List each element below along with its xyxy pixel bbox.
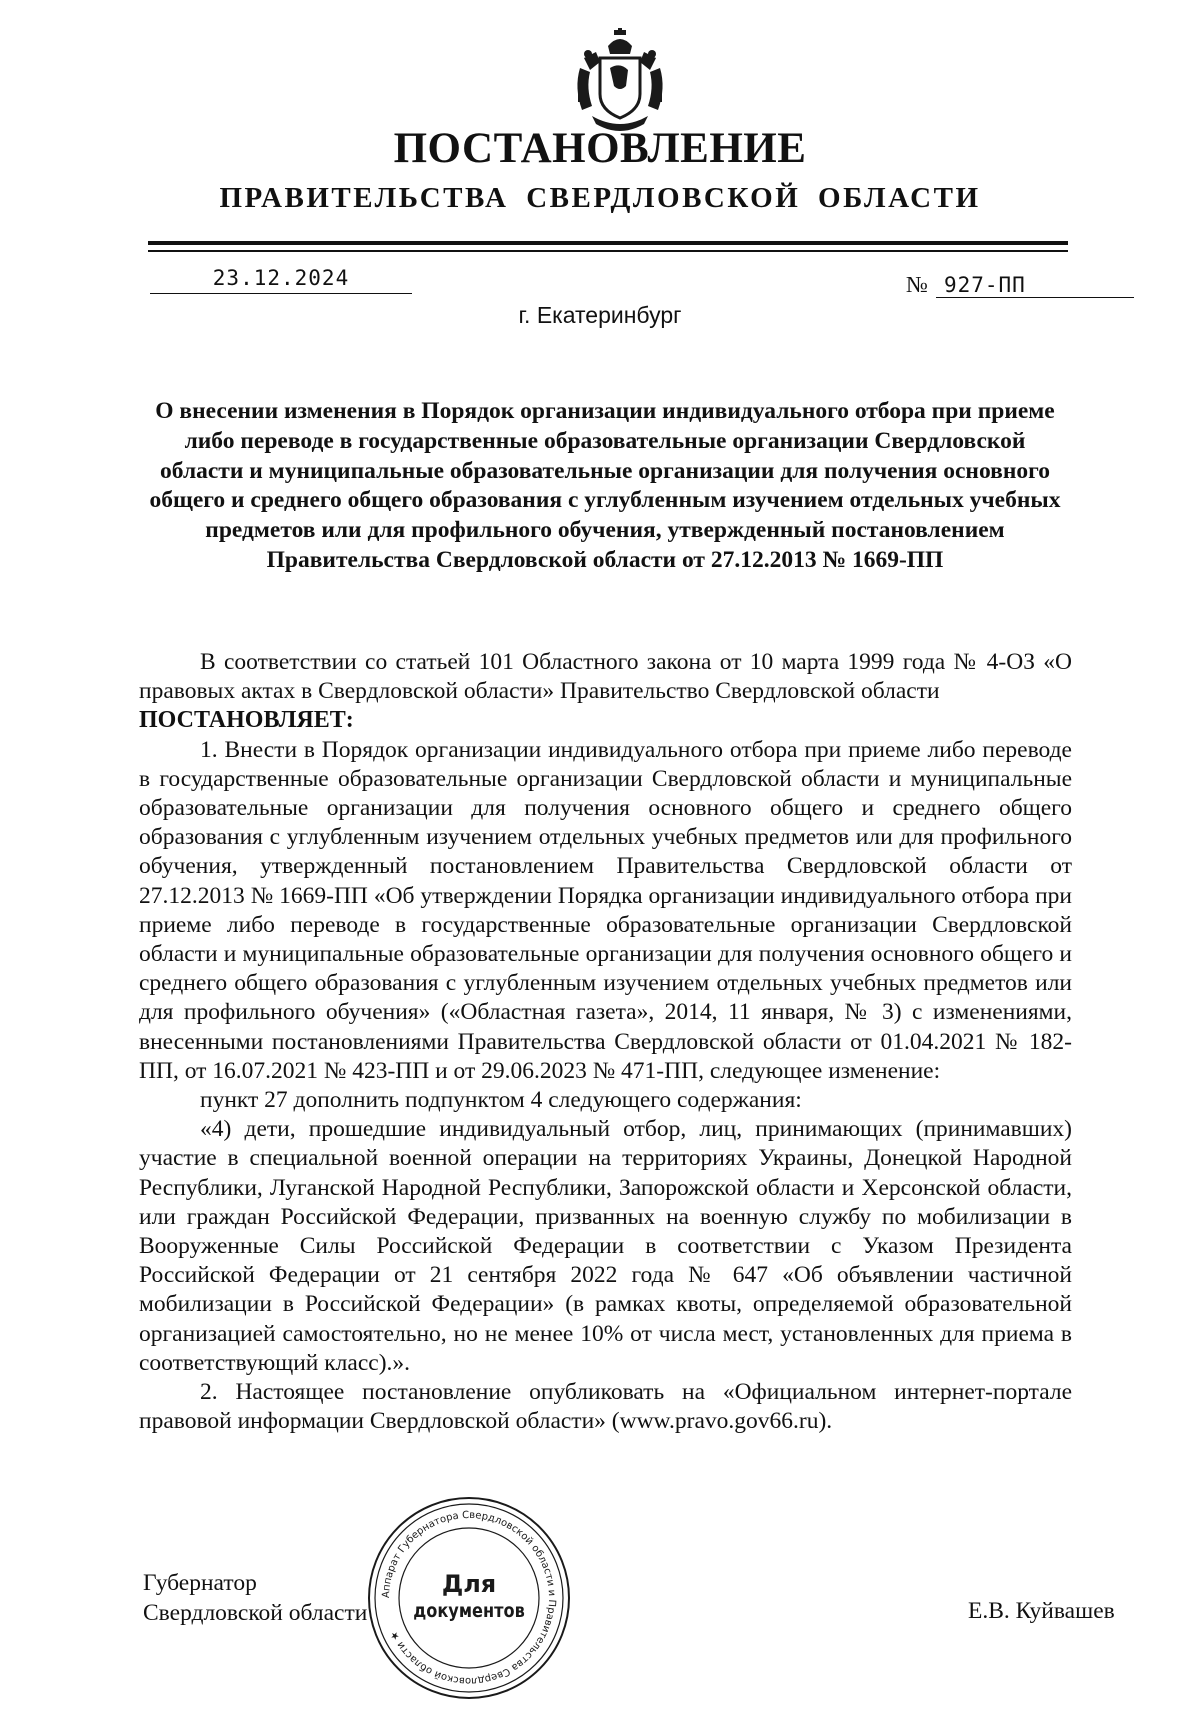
document-body	[139, 648, 1072, 1436]
stamp-text-line1: Для	[441, 1570, 497, 1598]
official-stamp	[366, 1494, 572, 1702]
header-divider-thick	[148, 241, 1068, 245]
paragraph-preamble: В соответствии со статьей 101 Областного закона от 10 марта 1999 года № 4-ОЗ «О правовых актах в Свердловской области» Правительство Свердловской области	[139, 649, 1072, 705]
decree-word: ПОСТАНОВЛЯЕТ:	[139, 707, 354, 734]
paragraph-item-2: 2. Настоящее постановление опубликовать на «Официальном интернет-портале правовой информации Свердловской области» (www.pravo.gov66.ru).	[139, 1379, 1072, 1435]
paragraph-amendment-text: «4) дети, прошедшие индивидуальный отбор, лиц, принимающих (принимавших) участие в специальной военной операции на территориях Украины, Донецкой Народной Республики, Луганской Народной Республики, Запорожской области и Херсонской области, или граждан Российской Федерации, призванных на военную службу по мобилизации в Вооруженные Силы Российской Федерации в соответствии с Указом Президента Российской Федерации от 21 сентября 2022 года № 647 «Об объявлении частичной мобилизации в Российской Федерации» (в рамках квоты, определяемой образовательной организацией самостоятельно, но не менее 10% от числа мест, установленных для приема в соответствующий класс).».	[139, 1116, 1072, 1376]
signature-name: Е.В. Куйвашев	[968, 1598, 1115, 1624]
document-city: г. Екатеринбург	[518, 302, 682, 328]
document-number: 927-ПП	[936, 273, 1134, 298]
header-divider-thin	[148, 250, 1068, 252]
document-subtitle: ПРАВИТЕЛЬСТВА СВЕРДЛОВСКОЙ ОБЛАСТИ	[219, 182, 981, 214]
number-sign: №	[906, 272, 928, 297]
document-date: 23.12.2024	[150, 266, 412, 294]
signature-position-line2: Свердловской области	[143, 1600, 368, 1626]
signature-position-line1: Губернатор	[143, 1570, 257, 1596]
document-number-block	[906, 272, 1134, 298]
paragraph-amendment-intro: пункт 27 дополнить подпунктом 4 следующего содержания:	[200, 1087, 802, 1114]
document-title: ПОСТАНОВЛЕНИЕ	[393, 125, 807, 172]
signature-position	[143, 1568, 367, 1628]
stamp-text-line2: документов	[413, 1600, 525, 1622]
stamp-ring-text: Аппарат Губернатора Свердловской области и Правительства Свердловской области ★	[380, 1509, 558, 1687]
paragraph-item-1: 1. Внести в Порядок организации индивидуального отбора при приеме либо переводе в государственные образовательные организации Свердловской области и муниципальные образовательные организации для получения основного общего и среднего общего образования с углубленным изучением отдельных учебных предметов или для профильного обучения, утвержденный постановлением Правительства Свердловской области от 27.12.2013 № 1669-ПП «Об утверждении Порядка организации индивидуального отбора при приеме либо переводе в государственные образовательные организации Свердловской области и муниципальные образовательные организации для получения основного общего и среднего общего образования с углубленным изучением отдельных учебных предметов или для профильного обучения» («Областная газета», 2014, 11 января, № 3) с изменениями, внесенными постановлениями Правительства Свердловской области от 01.04.2021 № 182-ПП, от 16.07.2021 № 423-ПП и от 29.06.2023 № 471-ПП, следующее изменение:	[139, 736, 1072, 1084]
document-heading: О внесении изменения в Порядок организации индивидуального отбора при приеме либо переводе в государственные образовательные организации Свердловской области и муниципальные образовательные организации для получения основного общего и среднего общего образования с углубленным изучением отдельных учебных предметов или для профильного обучения, утвержденный постановлением Правительства Свердловской области от 27.12.2013 № 1669-ПП	[149, 398, 1061, 573]
stamp-ring-icon	[366, 1494, 572, 1702]
